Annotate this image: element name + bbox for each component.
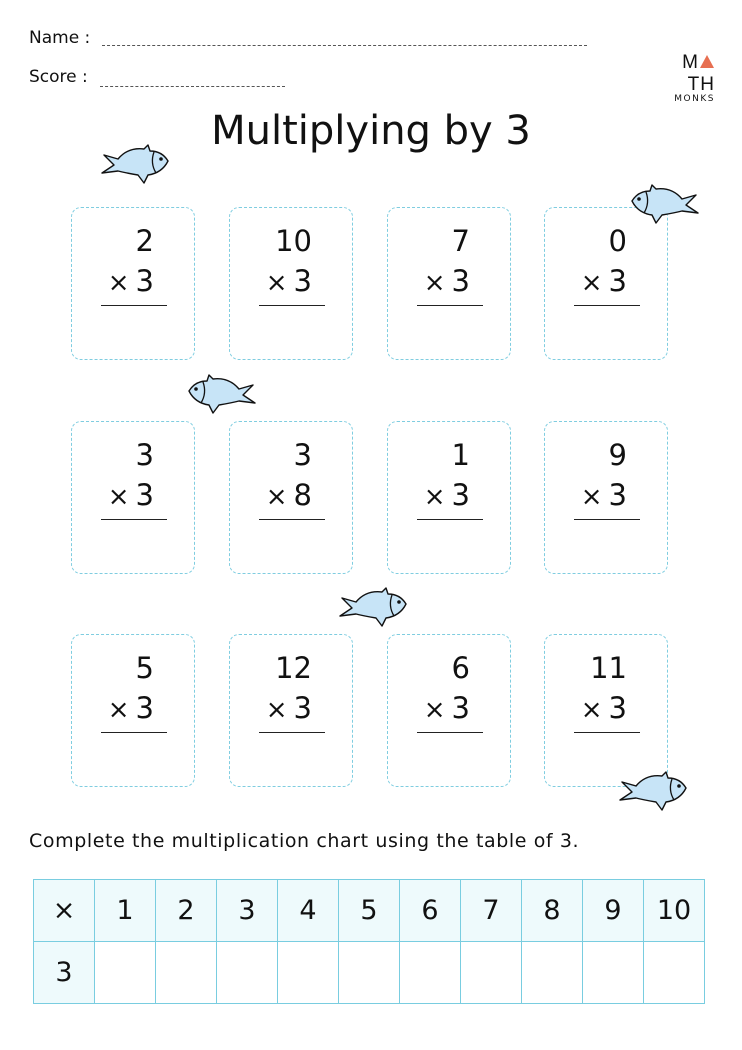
multiplier: × 3 [423, 478, 470, 512]
answer-line[interactable] [417, 305, 483, 306]
problem-card [387, 421, 511, 574]
fish-icon [338, 586, 408, 630]
answer-line[interactable] [259, 519, 325, 520]
answer-line[interactable] [101, 305, 167, 306]
multiplicand: 10 [275, 224, 312, 258]
column-header-cell: 3 [217, 880, 278, 942]
instruction-text: Complete the multiplication chart using the table of 3. [29, 830, 580, 852]
problem-card [229, 421, 353, 574]
column-header-cell: 2 [156, 880, 217, 942]
multiplier: × 3 [265, 264, 312, 298]
multiplier: × 3 [423, 691, 470, 725]
answer-line[interactable] [101, 519, 167, 520]
times-icon: × [423, 482, 446, 512]
problem-card [229, 207, 353, 360]
answer-cell[interactable] [156, 942, 217, 1004]
problem-card [387, 634, 511, 787]
problem-card [544, 207, 668, 360]
answer-cell[interactable] [217, 942, 278, 1004]
name-field[interactable] [102, 45, 587, 46]
multiplicand: 2 [135, 224, 154, 258]
multiplier: × 3 [580, 478, 627, 512]
times-icon: × [265, 695, 288, 725]
multiplier: × 8 [265, 478, 312, 512]
multiplier: × 3 [107, 478, 154, 512]
score-field[interactable] [100, 86, 285, 87]
fish-icon [630, 183, 700, 227]
multiplication-chart [33, 879, 705, 1004]
problem-card [71, 421, 195, 574]
page-title: Multiplying by 3 [211, 108, 531, 154]
multiplicand: 12 [275, 651, 312, 685]
times-icon: × [265, 268, 288, 298]
multiplier: × 3 [265, 691, 312, 725]
column-header-cell: 4 [278, 880, 339, 942]
times-icon: × [580, 695, 603, 725]
multiplicand: 0 [608, 224, 627, 258]
multiplicand: 3 [135, 438, 154, 472]
answer-cell[interactable] [278, 942, 339, 1004]
answer-cell[interactable] [339, 942, 400, 1004]
score-label: Score : [29, 67, 88, 87]
times-icon: × [265, 482, 288, 512]
answer-line[interactable] [574, 305, 640, 306]
column-header-cell: 6 [400, 880, 461, 942]
times-icon: × [423, 268, 446, 298]
answer-cell[interactable] [400, 942, 461, 1004]
multiplicand: 5 [135, 651, 154, 685]
column-header-cell: 1 [95, 880, 156, 942]
answer-line[interactable] [417, 519, 483, 520]
multiplier: × 3 [580, 691, 627, 725]
multiplicand: 1 [451, 438, 470, 472]
problem-card [71, 634, 195, 787]
multiplier: × 3 [580, 264, 627, 298]
multiplier: × 3 [423, 264, 470, 298]
fish-icon [100, 143, 170, 187]
times-icon: × [107, 268, 130, 298]
multiplier: × 3 [107, 264, 154, 298]
problem-card [544, 634, 668, 787]
answer-line[interactable] [574, 732, 640, 733]
times-icon: × [580, 268, 603, 298]
column-header-cell: 9 [583, 880, 644, 942]
name-label: Name : [29, 28, 91, 48]
times-icon: × [107, 482, 130, 512]
math-monks-logo: MTH MONKS [674, 52, 715, 104]
answer-cell[interactable] [644, 942, 705, 1004]
answer-cell[interactable] [522, 942, 583, 1004]
answer-line[interactable] [259, 732, 325, 733]
problem-card [544, 421, 668, 574]
answer-line[interactable] [574, 519, 640, 520]
column-header-cell: 10 [644, 880, 705, 942]
answer-cell[interactable] [583, 942, 644, 1004]
answer-line[interactable] [259, 305, 325, 306]
answer-line[interactable] [101, 732, 167, 733]
row-label-cell: 3 [34, 942, 95, 1004]
column-header-cell: 7 [461, 880, 522, 942]
column-header-cell: 5 [339, 880, 400, 942]
problem-card [229, 634, 353, 787]
multiplicand: 11 [590, 651, 627, 685]
answer-line[interactable] [417, 732, 483, 733]
answer-cell[interactable] [95, 942, 156, 1004]
times-icon: × [423, 695, 446, 725]
column-header-cell: 8 [522, 880, 583, 942]
multiplier: × 3 [107, 691, 154, 725]
problem-card [71, 207, 195, 360]
multiplicand: 6 [451, 651, 470, 685]
times-icon: × [107, 695, 130, 725]
multiplicand: 7 [451, 224, 470, 258]
multiplicand: 3 [293, 438, 312, 472]
problem-card [387, 207, 511, 360]
corner-cell: × [34, 880, 95, 942]
multiplicand: 9 [608, 438, 627, 472]
answer-cell[interactable] [461, 942, 522, 1004]
fish-icon [187, 373, 257, 417]
times-icon: × [580, 482, 603, 512]
fish-icon [618, 770, 688, 814]
